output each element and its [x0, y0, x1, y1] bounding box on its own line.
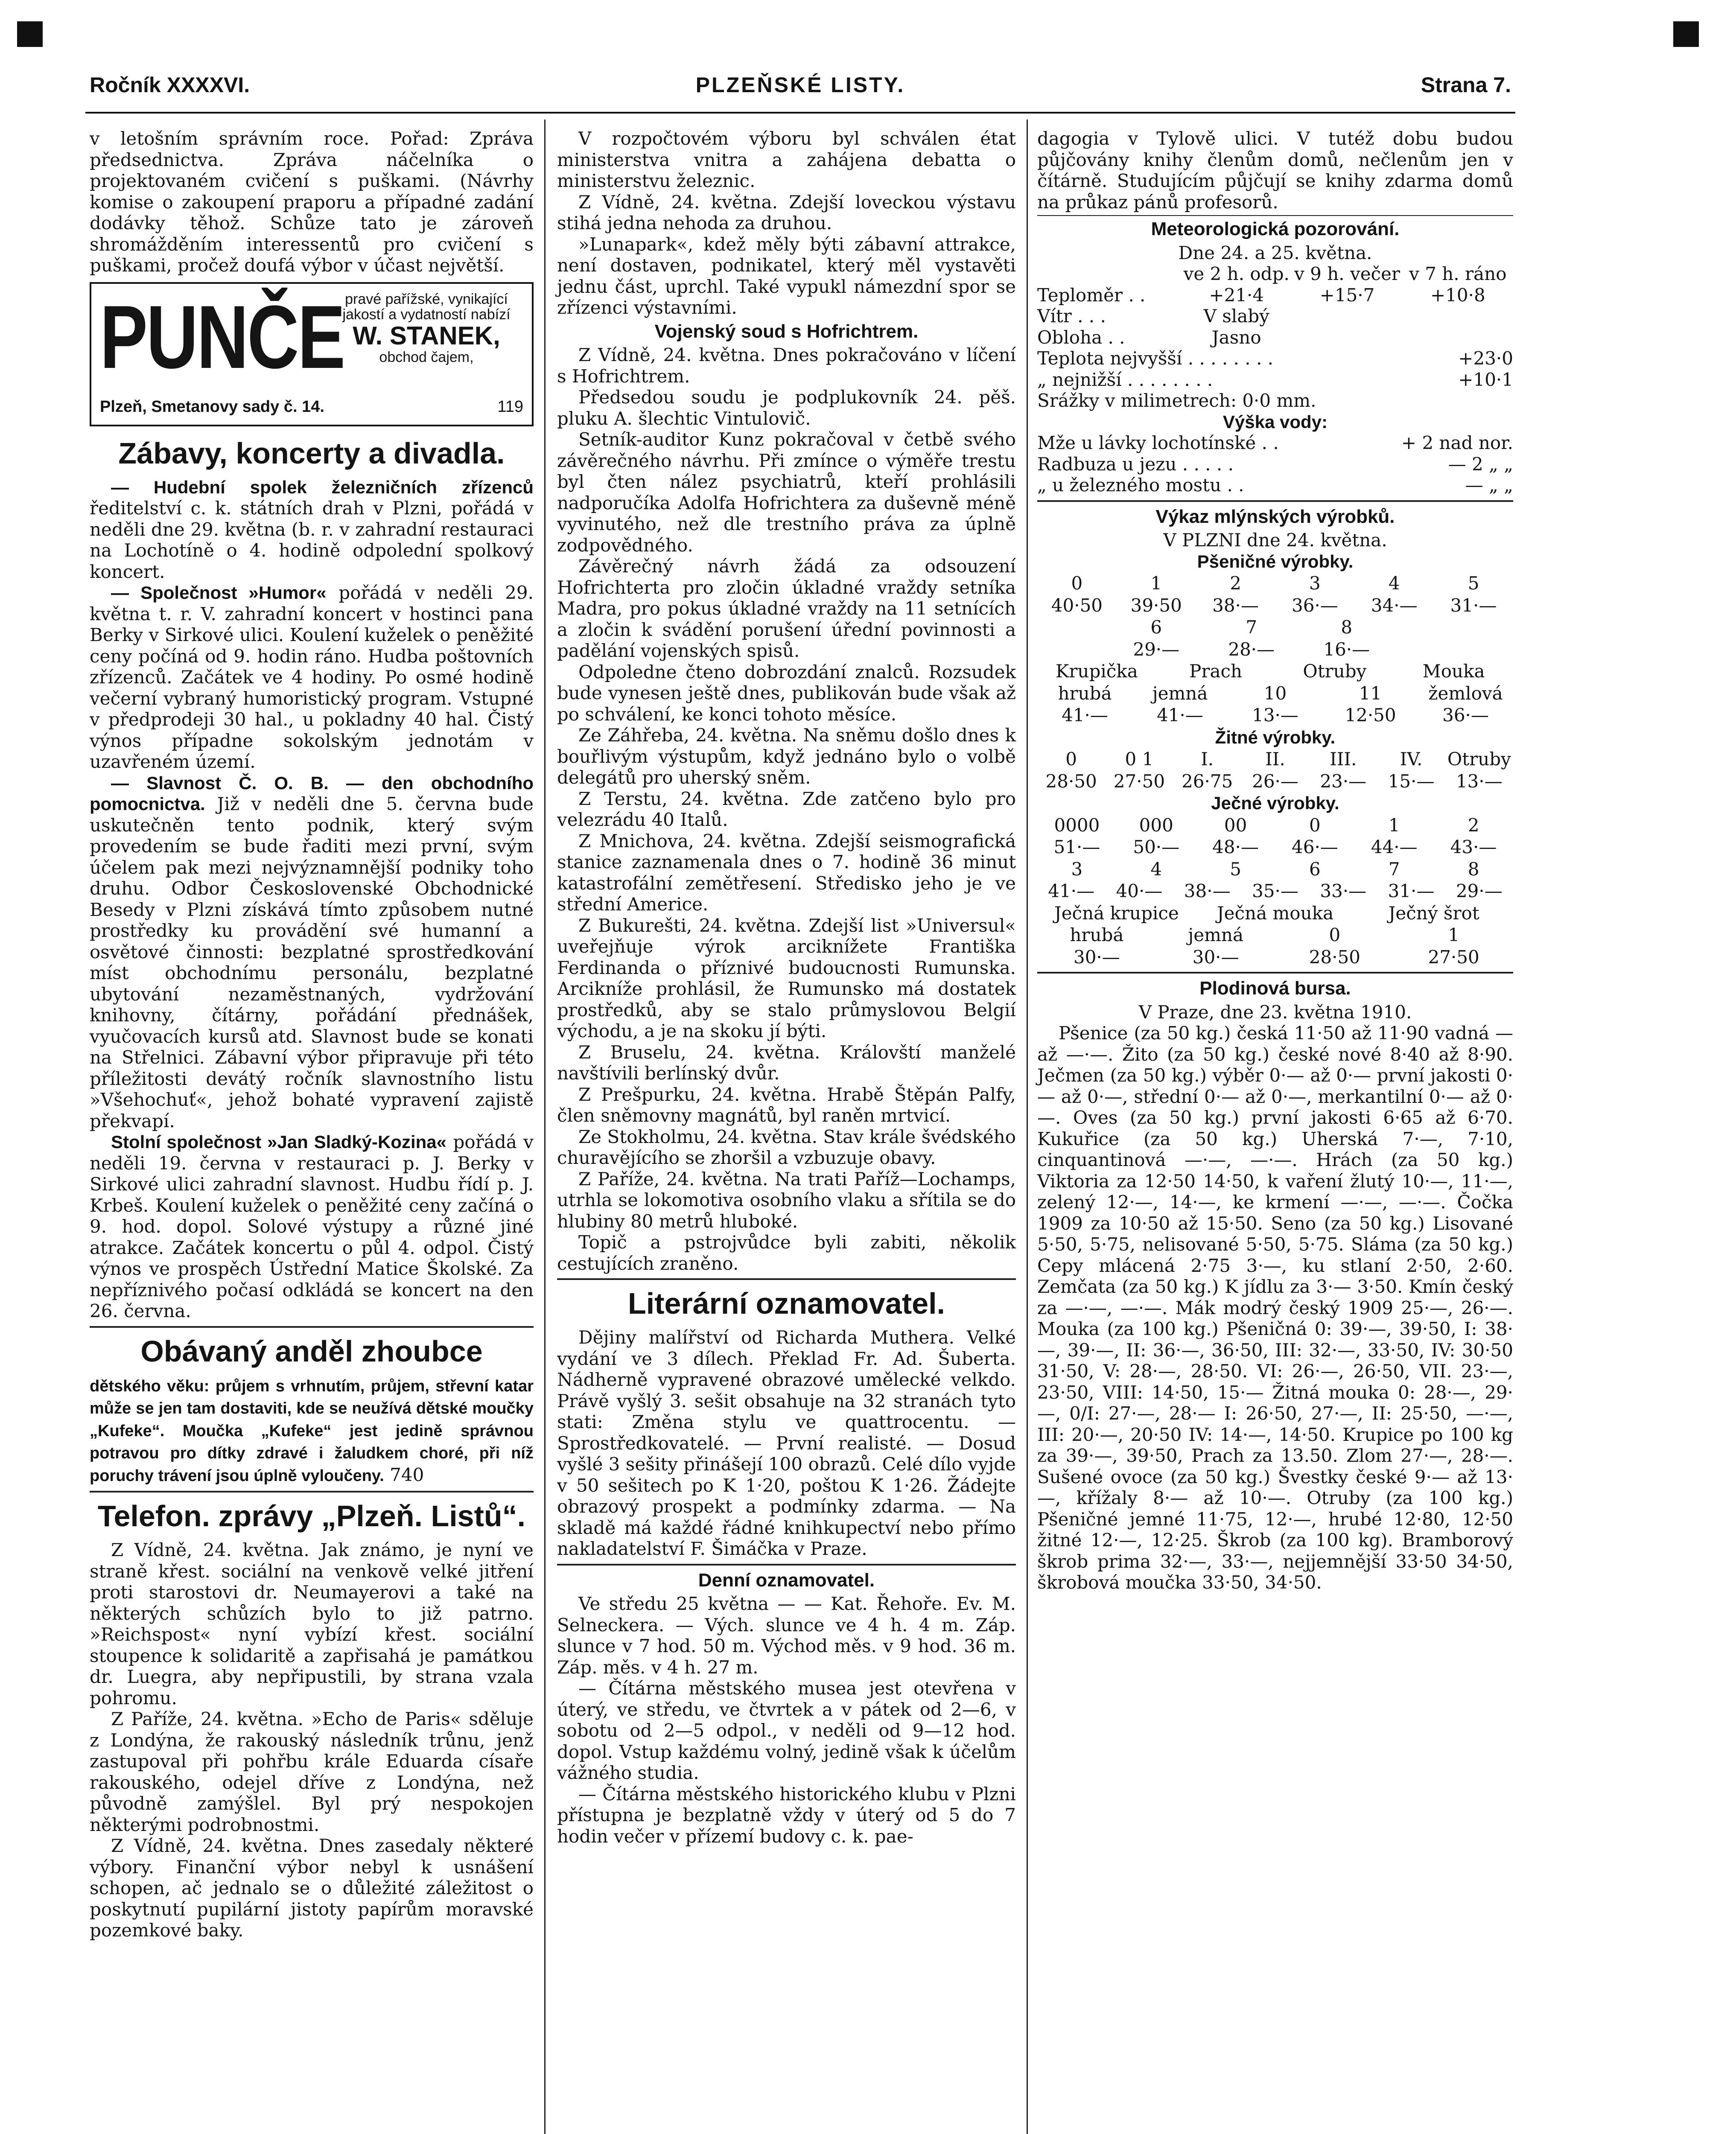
library-notice: dagogia v Tylově ulici. V tutéž dobu budou půjčovány knihy členům domů, nečlenům jen v čítárně. Studujícím půjčují se knihy zdarma domů na průkaz pánů profesorů. [1037, 128, 1513, 213]
news-bucharest: Z Bukurešti, 24. května. Zdejší list »Universul« uveřejňuje výrok arciknížete Františka Ferdinanda o příznivé budoucnosti Rumunska. Arcikníže prohlásil, že Rumunsko má dostatek prostředků, aby se stalo průmyslovou Belgií východu, a je na skoku jí býti. [557, 915, 1016, 1041]
price-cell: 13·— [1252, 705, 1298, 726]
price-head: Otruby [1447, 749, 1511, 770]
barley-misc-header-2 [1037, 924, 1513, 946]
divider [1037, 972, 1513, 974]
column-1 [90, 128, 534, 1941]
divider [557, 1564, 1016, 1566]
price-cell: 44·— [1371, 837, 1418, 857]
article-railway-band [90, 477, 534, 583]
water-label: „ u železného mostu . . [1037, 475, 1244, 496]
price-head: 8 [1341, 617, 1353, 638]
news-court-1: Z Vídně, 24. května. Dnes pokračováno v líčení s Hofrichtrem. [557, 344, 1016, 387]
price-head: 11 [1359, 682, 1382, 704]
water-value: + 2 nad nor. [1401, 432, 1513, 453]
meteo-row-temperature [1037, 285, 1513, 306]
column-divider-2 [1027, 120, 1028, 2134]
daily-history-club: — Čítárna městského historického klubu v Plzni přístupna je bezplatně vždy v úterý od 5 do 7 hodin večer v přízemí budovy c. k. pae- [557, 1783, 1016, 1847]
price-head: 0 [1309, 814, 1321, 836]
ad-punch-number: 119 [497, 398, 523, 416]
price-cell: 43·— [1450, 837, 1497, 857]
corner-mark-right [1673, 21, 1699, 47]
water-row [1037, 432, 1513, 454]
text-humor-society: pořádá v neděli 29. května t. r. V. zahradní koncert v hostinci pana Berky v Sirkové ulici. Koulení kuželek o peněžité ceny počíná od 9. hodin ráno. Hudba poštovních zřízenců. Začátek ve 4 hodiny. Po osmé hodině večerní vybraný humoristický program. Vstupné v předprodeji 30 hal., u pokladny 40 hal. Čistý výnos případne sokolským jednotám v uzavřeném území. [90, 582, 534, 772]
news-court-2: Předsedou soudu je podplukovník 24. pěš. pluku A. šlechtic Vintulovič. [557, 387, 1016, 429]
ad-punch-subtitle: obchod čajem, [379, 349, 474, 365]
divider [1037, 215, 1513, 216]
price-cell: 46·— [1292, 837, 1338, 857]
section-heading-telephone: Telefon. zprávy „Plzeň. Listů“. [97, 1499, 526, 1533]
barley-header-row-2 [1037, 859, 1513, 880]
price-cell: 28·— [1228, 638, 1275, 660]
subheading-military-court: Vojenský soud s Hofrichtrem. [654, 321, 919, 342]
price-cell: 23·— [1320, 770, 1367, 792]
text-cob-festival: Již v neděli dne 5. června bude uskutečněn tento podnik, který svým provedením se bude řaditi mezi první, svým účelem pak mezi nejvýznamnější podniky toho druhu. Odbor Československé Obchodnické Besedy v Plzni získává tímto způsobem nutné prostředky ku provádění své humanní a osvětové činnosti: bezplatné sprostředkování míst obchodnímu personálu, bezplatné ubytování nezaměstnaných, vydržování knihovny, čítárny, pořádání přednášek, vyučovacích kursů atd. Slavnost bude se konati na Střelnici. Zábavní výbor připravuje při této příležitosti devátý ročník slavnostního listu »Všehochuť«, jehož bohaté vypravení zajistě překvapí. [90, 793, 534, 1131]
water-level-title: Výška vody: [1222, 411, 1328, 432]
price-head: 4 [1150, 858, 1162, 880]
price-cell: 27·50 [1113, 770, 1165, 792]
meteo-head [1037, 263, 1181, 285]
price-head: 5 [1230, 858, 1241, 880]
misc-header-row-2 [1037, 683, 1513, 704]
divider [90, 1326, 534, 1328]
wheat-value-row-2 [1109, 639, 1394, 660]
price-head: žemlová [1428, 682, 1503, 704]
price-cell: 36·— [1292, 595, 1338, 616]
newspaper-title: PLZEŇSKÉ LISTY. [695, 73, 905, 97]
price-cell: 39·50 [1130, 595, 1182, 616]
meteo-row-sky [1037, 327, 1513, 348]
price-head: 0 [1065, 749, 1077, 770]
price-cell: 36·— [1442, 705, 1489, 726]
temp-max-value: +23·0 [1458, 348, 1513, 369]
price-head: 7 [1388, 858, 1400, 880]
ad-punch-description: pravé pařížské, vynikající jakostí a vydatností nabízí [342, 291, 511, 323]
meteo-cell: +21·4 [1209, 284, 1264, 306]
ad-punch-firm: W. STANEK, [353, 321, 500, 350]
news-brussels: Z Bruselu, 24. května. Královští manželé navštívili berlínský dvůr. [557, 1041, 1016, 1084]
barley-misc-values [1037, 947, 1513, 968]
price-head: 3 [1071, 858, 1083, 880]
meteo-head: v 9 h. večer [1294, 263, 1400, 284]
price-head: 5 [1468, 573, 1479, 594]
price-head: 6 [1309, 858, 1321, 880]
daily-calendar: Ve středu 25 května — — Kat. Řehoře. Ev. M. Selneckera. — Vých. slunce ve 4 h. 4 m. Záp. slunce v 7 hod. 50 m. Východ měs. v 9 hod. 36 m. Záp. měs. v 4 h. 27 m. [557, 1593, 1016, 1678]
news-munich: Z Mnichova, 24. května. Zdejší seismografická stanice zaznamenala dnes o 7. hodině 36 minut katastrofální zemětřesení. Středisko jeho je ve střední Americe. [557, 830, 1016, 915]
meteo-cell: Obloha . . [1037, 327, 1125, 348]
price-head: hrubá [1058, 682, 1112, 704]
water-row [1037, 475, 1513, 496]
price-head: Otruby [1303, 661, 1367, 682]
section-heading-entertainment: Zábavy, koncerty a divadla. [118, 436, 505, 470]
meteo-cell: Teploměr . . [1037, 284, 1146, 306]
price-cell: 31·— [1450, 595, 1497, 616]
price-head: 0 [1329, 924, 1341, 945]
ad-punch-headline: PUNČE [100, 286, 344, 387]
meteo-cell: V slabý [1203, 306, 1269, 327]
bourse-prices: Pšenice (za 50 kg.) česká 11·50 až 11·90 vadná — až —·—. Žito (za 50 kg.) české nové 8·40 až 8·90. Ječmen (za 50 kg.) výběr 0·— až 0·— první jakosti 0·— až 0·—, střední 0·— až 0·—, merkantilní 0·— až 0·—. Oves (za 50 kg.) první jakosti 6·65 až 6·70. Kukuřice (za 50 kg.) Uherská 7·—, 7·10, cinquantinová —·—, —·—. Hrách (za 50 kg.) Viktoria za 12·50 14·50, k vaření žlutý 10·—, 11·—, zelený 12·—, 14·—, ke krmení —·—, —·—. Čočka 1909 za 10·50 až 15·50. Seno (za 50 kg.) Lisované 5·50, 5·75, nelisované 5·50, 5·75. Sláma (za 50 kg.) Cepy mlácená 2·75 3·—, ku stlaní 2·50, 2·60. Zemčata (za 50 kg.) K jídlu za 3·— 3·50. Kmín český za —·—, —·—. Mák modrý český 1909 25·—, 26·—. Mouka (za 100 kg.) Pšeničná 0: 39·—, 39·50, I: 38·—, 39·—, II: 36·—, 36·50, III: 32·—, 33·50, IV: 30·50 31·50, V: 28·—, 28·50. VI: 26·—, 26·50, VII. 23·—, 23·50, VIII: 14·50, 15·— Žitná mouka 0: 28·—, 29·—, 0/I: 27·—, 28·— I: 26·50, 27·—, II: 25·50, —·—, III: 20·—, 20·50 IV: 14·—, 14·50. Krupice po 100 kg za 39·—, 39·50, Prach za 13.50. Zlom 27·—, 28·—. Sušené ovoce (za 50 kg.) Švestky české 9·— až 13·—, křížaly 8·— až 10·—. Otruby (za 100 kg.) Pšeničné jemné 11·75, 12·—, hrubé 12·80, 12·50 žitné 12·—, 12·25. Škrob (za 100 kg). Bramborový škrob prima 32·—, 33·—, nejjemnější 33·50 34·50, škrobová moučka 33·50, 34·50. [1037, 1023, 1513, 1593]
news-lunapark: »Lunapark«, kdež měly býti zábavní attrakce, není dostaven, podnikatel, který měl vystavěti jednu část, uprchl. Také vypukl námezdní spor se zřízenci výstavními. [557, 233, 1016, 318]
price-head: Prach [1189, 661, 1243, 682]
price-head: 3 [1309, 573, 1321, 594]
price-cell: 51·— [1053, 837, 1100, 857]
price-head: Ječný šrot [1388, 902, 1479, 924]
header-rule [85, 112, 1515, 114]
news-stockholm: Ze Stokholmu, 24. května. Stav krále švédského churavějícího se zhoršil a vzbuzuje obavy. [557, 1126, 1016, 1168]
punch-advertisement [90, 282, 534, 426]
lead-railway-band: — Hudební spolek železničních zřízenců [111, 477, 534, 497]
misc-value-row [1037, 705, 1513, 726]
price-cell: 40·50 [1051, 595, 1103, 616]
wheat-value-row [1037, 595, 1513, 616]
water-row [1037, 454, 1513, 475]
wheat-header-row-2 [1109, 617, 1394, 638]
misc-header-row [1037, 661, 1513, 682]
barley-header-row [1037, 815, 1513, 836]
divider [90, 1491, 534, 1493]
news-paris-2: Z Paříže, 24. května. Na trati Paříž—Lochamps, utrhla se lokomotiva osobního vlaku a sřítila se do hlubiny 80 metrů hluboké. [557, 1168, 1016, 1232]
wheat-header-row [1037, 573, 1513, 594]
ad-kufeke-text [90, 1375, 534, 1487]
divider [557, 1278, 1016, 1280]
price-cell: 31·— [1388, 880, 1435, 901]
price-head: Krupička [1055, 661, 1138, 682]
price-cell: 28·50 [1045, 770, 1097, 792]
text-kozina-society: pořádá v neděli 19. června v restauraci p. J. Berky v Sirkové ulici zahradní slavnost. Hudbu řídí p. J. Krbeš. Koulení kuželek o peněžité ceny začíná o 9. hod. dopol. Solové výstupy a různé jiné atrakce. Začátek koncertu o půl 4. odpol. Čistý výnos ve prospěch Ústřední Matice Školské. Za nepříznivého počasí odkládá se koncert na den 26. června. [90, 1131, 534, 1321]
wheat-title: Pšeničné výrobky. [1197, 551, 1354, 571]
price-head: I. [1201, 749, 1214, 770]
price-cell: 38·— [1212, 595, 1259, 616]
barley-misc-header [1037, 903, 1513, 924]
water-value: — „ „ [1465, 475, 1513, 496]
precipitation: Srážky v milimetrech: 0·0 mm. [1037, 390, 1316, 411]
news-court-3: Setník-auditor Kunz pokračoval v četbě svého závěrečného návrhu. Při zmínce o výměře trestu byl čten nález psychiatrů, kteří prohlásili nadporučíka Adolfa Hofrichtera za duševně méně vyvinutého, než dle trestního práva za úplně zodpovědného. [557, 429, 1016, 556]
corner-mark-left [17, 21, 43, 47]
ad-punch-text [330, 292, 522, 365]
price-cell: 13·— [1456, 770, 1503, 792]
price-head: II. [1265, 749, 1285, 770]
price-head: 4 [1388, 573, 1400, 594]
rye-title: Žitné výrobky. [1215, 727, 1336, 747]
volume-label: Ročník XXXXVI. [90, 73, 250, 97]
temp-max-label: Teplota nejvyšší . . . . . . . . [1037, 348, 1274, 369]
bourse-date: V Praze, dne 23. května 1910. [1138, 1001, 1412, 1023]
article-humor-society [90, 582, 534, 773]
news-hunting-expo: Z Vídně, 24. května. Zdejší loveckou výstavu stihá jedna nehoda za druhou. [557, 191, 1016, 233]
price-head: IV. [1400, 749, 1423, 770]
section-heading-meteorology: Meteorologická pozorování. [1151, 219, 1400, 239]
rye-header-row [1037, 749, 1513, 770]
temp-min-value: +10·1 [1458, 369, 1513, 390]
water-label: Mže u lávky lochotínské . . [1037, 432, 1279, 453]
price-head: 1 [1150, 573, 1162, 594]
news-vienna-1: Z Vídně, 24. května. Jak známo, je nyní ve straně křest. sociální na venkově velké jitření proti starostovi dr. Neumayerovi a také na některých schůzích bylo to již patrno. »Reichspost« nyní vybízí křest. sociální stoupence k solidaritě a zapřisahá je památkou dr. Luegra, aby nepřipustili, by strana vzala pohromu. [90, 1539, 534, 1708]
article-cob-festival [90, 773, 534, 1132]
price-cell: 30·— [1073, 946, 1120, 968]
ad-kufeke-heading: Obávaný anděl zhoubce [140, 1334, 483, 1368]
running-header [90, 68, 1511, 107]
price-cell: 27·50 [1428, 946, 1479, 968]
barley-value-row [1037, 837, 1513, 858]
barley-title: Ječné výrobky. [1211, 793, 1339, 813]
price-head: 2 [1468, 814, 1479, 836]
price-head: III. [1330, 749, 1357, 770]
temp-min-row [1037, 369, 1513, 391]
ad-kufeke-number: 740 [390, 1464, 424, 1485]
price-head: 0 1 [1125, 749, 1154, 770]
club-notice: v letošním správním roce. Pořad: Zpráva předsednictva. Zpráva náčelníka o projektovaném cvičení s puškami. (Návrhy komise o zakoupení praporu a případné zadání dodávky těhož. Schůze tato je zároveň shromážděním interessentů pro cvičení s puškami, pročež doufá výbor v účast největší. [90, 128, 534, 276]
news-court-5: Odpoledne čteno dobrozdání znalců. Rozsudek bude vynesen ještě dnes, publikován bude však až po schválení, ke konci tohoto měsíce. [557, 661, 1016, 725]
price-head: 0 [1071, 573, 1083, 594]
price-head: 2 [1230, 573, 1241, 594]
price-cell: 33·— [1320, 880, 1367, 901]
meteo-cell [1292, 306, 1402, 327]
meteo-date: Dne 24. a 25. května. [1178, 242, 1372, 263]
barley-value-row-2 [1037, 880, 1513, 902]
article-kozina-society [90, 1131, 534, 1322]
price-cell: 29·— [1456, 880, 1503, 901]
meteo-row-wind [1037, 306, 1513, 327]
ad-punch-address-row [100, 396, 523, 418]
price-cell: 40·— [1116, 880, 1163, 901]
news-trieste: Z Terstu, 24. května. Zde zatčeno bylo pro velezrádu 40 Italů. [557, 788, 1016, 830]
price-head: Mouka [1422, 661, 1485, 682]
news-pressburg: Z Prešpurku, 24. května. Hrabě Štěpán Palfy, člen sněmovny magnátů, byl raněn mrtvicí. [557, 1084, 1016, 1126]
meteo-cell: Vítr . . . [1037, 306, 1106, 327]
temp-max-row [1037, 348, 1513, 369]
price-cell: 26·— [1252, 770, 1298, 792]
price-head: jemná [1152, 682, 1208, 704]
price-cell: 41·— [1157, 705, 1203, 726]
rye-value-row [1037, 771, 1513, 792]
meteo-cell [1403, 327, 1513, 348]
price-cell: 41·— [1062, 705, 1108, 726]
price-head: hrubá [1070, 924, 1124, 945]
column-2 [557, 128, 1016, 1847]
literary-notice: Dějiny malířství od Richarda Muthera. Velké vydání ve 3 dílech. Překlad Fr. Ad. Šuberta. Nádherně vypravené obrazové umělecké velkdo. Právě vyšlý 3. sešit obsahuje na 32 stranách tyto stati: Změna stylu ve quattrocentu. — Sprostředkovatelé. — První realisté. — Dosud vyšlé 3 sešity přinášejí 100 obrazů. Celé dílo vyjde v 50 sešitech po K 1·20, poštou K 1·26. Žádejte obrazový prospekt a podmínky zdarma. — Na skladě má každé řádné knihkupectví nebo přímo nakladatelství F. Šimáčka v Praze. [557, 1327, 1016, 1559]
news-vienna-2: Z Vídně, 24. května. Dnes zasedaly některé výbory. Finanční výbor nebyl k usnášení schopen, ač jednalo se o důležité záležitost o poskytnutí pupilární jistoty papírům moravské pozemkové baky. [90, 1835, 534, 1941]
water-label: Radbuza u jezu . . . . . [1037, 453, 1234, 475]
price-cell: 34·— [1371, 595, 1418, 616]
price-head: 0000 [1054, 814, 1100, 836]
meteo-cell [1403, 306, 1513, 327]
price-head: 00 [1224, 814, 1247, 836]
price-head: 8 [1468, 858, 1479, 880]
news-court-4: Závěrečný návrh žádá za odsouzení Hofrichterta pro zločin úkladné vraždy setníka Madra, pro pokus úkladné vraždy na 11 setnících a zločin k svádění porušení úřední povinnosti a padělání vojenských spisů. [557, 556, 1016, 661]
price-head: 1 [1448, 924, 1459, 945]
meteo-head: v 7 h. ráno [1409, 263, 1507, 284]
price-head: Ječná mouka [1217, 902, 1334, 924]
price-cell: 15·— [1388, 770, 1435, 792]
meteo-cell: +10·8 [1430, 284, 1485, 306]
column-3 [1037, 128, 1513, 1593]
temp-min-label: „ nejnižší . . . . . . . . [1037, 369, 1213, 390]
price-cell: 30·— [1192, 946, 1239, 968]
price-head: 000 [1139, 814, 1173, 836]
mill-date: V PLZNI dne 24. května. [1163, 530, 1387, 551]
price-cell: 50·— [1133, 837, 1180, 857]
meteo-table-header [1037, 263, 1513, 285]
price-cell: 38·— [1184, 880, 1231, 901]
section-heading-literary: Literární oznamovatel. [628, 1287, 945, 1320]
page-number: Strana 7. [1421, 73, 1511, 97]
price-cell: 35·— [1252, 880, 1298, 901]
news-paris-3: Topič a pstrojvůdce byli zabiti, několik cestujících zraněno. [557, 1232, 1016, 1274]
news-paris-1: Z Paříže, 24. května. »Echo de Paris« sděluje z Londýna, že rakouský následník trůnu, jenž zastupoval při pohřbu krále Eduarda císaře rakouského, odejel dříve z Londýna, než původně zamýšlel. Byl prý nespokojen některými podrobnostmi. [90, 1708, 534, 1835]
price-cell: 29·— [1133, 638, 1180, 660]
lead-humor-society: — Společnost »Humor« [111, 583, 327, 603]
water-value: — 2 „ „ [1448, 453, 1513, 475]
column-divider-1 [544, 120, 546, 2134]
price-head: jemná [1188, 924, 1244, 945]
price-head: Ječná krupice [1054, 902, 1179, 924]
price-head: 1 [1388, 814, 1400, 836]
text-railway-band: ředitelství c. k. státních drah v Plzni, pořádá v neděli dne 29. května (b. r. v zahradní restauraci na Lochotíně o 4. hodině odpolední spolkový koncert. [90, 498, 534, 582]
ad-kufeke-body: dětského věku: průjem s vrhnutím, průjem, střevní katar může se jen tam dostaviti, kde se neužívá dětské moučky „Kufeke“. Moučka „Kufeke“ jest jedině správnou potravou pro dítky zdravé i žaludkem choré, při níž poruchy trávení jsou úplně vyloučeny. [90, 1377, 534, 1485]
lead-kozina-society: Stolní společnost »Jan Sladký-Kozina« [111, 1132, 447, 1152]
meteo-head: ve 2 h. odp. [1183, 263, 1290, 284]
meteo-cell: Jasno [1211, 327, 1261, 348]
ad-punch-address: Plzeň, Smetanovy sady č. 14. [100, 398, 324, 416]
section-heading-bourse: Plodinová bursa. [1199, 978, 1351, 999]
section-heading-mill: Výkaz mlýnských výrobků. [1155, 506, 1395, 527]
price-head: 7 [1246, 617, 1258, 638]
divider [1037, 500, 1513, 502]
lead-cob-festival: — Slavnost Č. O. B. — den obchodního pomocnictva. [90, 773, 534, 814]
meteo-cell [1292, 327, 1402, 348]
price-cell: 28·50 [1309, 946, 1360, 968]
section-heading-daily: Denní oznamovatel. [698, 1569, 875, 1591]
price-cell: 26·75 [1182, 770, 1233, 792]
price-cell: 48·— [1212, 837, 1259, 857]
price-head: 6 [1150, 617, 1162, 638]
news-budget: V rozpočtovém výboru byl schválen état ministerstva vnitra a zahájena debatta o ministerstvu železnic. [557, 128, 1016, 191]
news-zagreb: Ze Záhřeba, 24. května. Na sněmu došlo dnes k bouřlivým výstupům, když jednáno bylo o volbě delegátů pro uherský sněm. [557, 725, 1016, 788]
price-head: 10 [1263, 682, 1287, 704]
meteo-cell: +15·7 [1319, 284, 1375, 306]
price-cell: 41·— [1048, 880, 1095, 901]
price-cell: 12·50 [1345, 705, 1396, 726]
price-cell: 16·— [1323, 638, 1370, 660]
daily-museum-reading-room: — Čítárna městského musea jest otevřena v úterý, ve středu, ve čtvrtek a v pátek od 2—6, v sobotu od 2—5 odpol., v neděli od 9—12 hod. dopol. Vstup každému volný, jedině však k účelům vážného studia. [557, 1678, 1016, 1783]
